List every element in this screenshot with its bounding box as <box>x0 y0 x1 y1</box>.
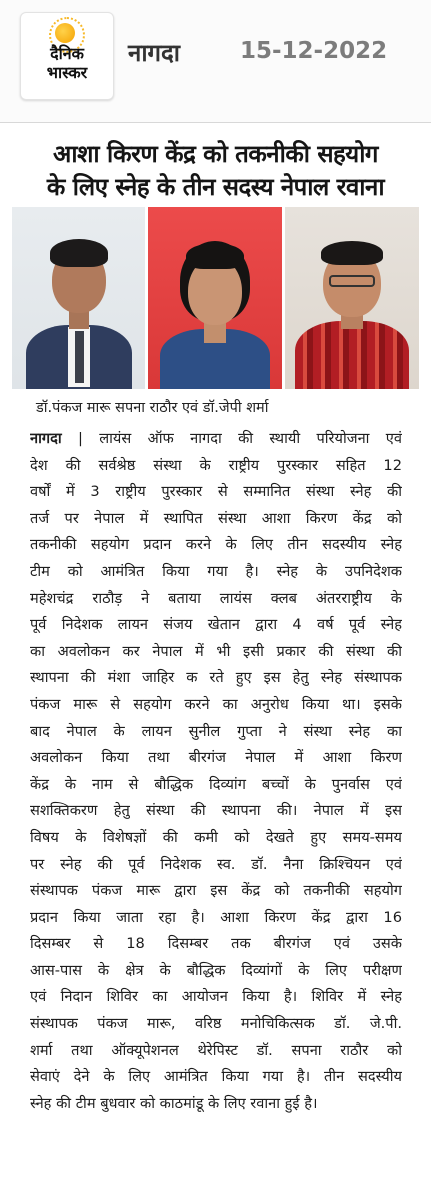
article-line: शर्मा तथा ऑक्यूपेशनल थेरेपिस्ट डॉ. सपना राठौर को <box>30 1041 402 1059</box>
glasses-icon <box>329 275 375 287</box>
article-line: स्थापना की मंशा जाहिर क रते हुए इस हेतु स्नेह संस्थापक <box>30 669 402 687</box>
edition-city: नागदा <box>128 39 181 67</box>
sun-logo-icon <box>55 23 75 43</box>
article-dateline: नागदा <box>30 430 62 447</box>
article-line: टीम को आमंत्रित किया गया है। स्नेह के उपनिदेशक <box>30 562 402 580</box>
article-line: विषय के विशेषज्ञों की कमी को देखते हुए समय-समय <box>30 828 402 846</box>
photo-caption: डॉ.पंकज मारू सपना राठौर एवं डॉ.जेपी शर्मा <box>36 400 269 416</box>
article-line: बाद नेपाल के लायन सुनील गुप्ता ने संस्था स्नेह का <box>30 722 402 740</box>
edition-date: 15-12-2022 <box>240 38 388 64</box>
photo-man-suit <box>12 207 145 389</box>
article-line: पूर्व निदेशक लायन संजय खेतान द्वारा 4 वर्ष पूर्व स्नेह <box>30 616 402 634</box>
article-line: पंकज मारू से सहयोग करने का अनुरोध किया था। इसके <box>30 695 402 713</box>
article-line: केंद्र के नाम से बौद्धिक दिव्यांग बच्चों के पुनर्वास एवं <box>30 775 402 793</box>
headline-line-1: आशा किरण केंद्र को तकनीकी सहयोग <box>53 139 378 168</box>
article-line: तर्ज पर नेपाल में स्थापित संस्था आशा किरण केंद्र को <box>30 509 402 527</box>
article-line: महेशचंद्र राठौड़ ने बताया लायंस क्लब अंतरराष्ट्रीय के <box>30 589 402 607</box>
article-line: पर स्नेह की पूर्व निदेशक स्व. डॉ. नैना क्रिश्चियन एवं <box>30 855 402 873</box>
article-line: सेवाएं देने के लिए आमंत्रित किया गया है। तीन सदस्यीय <box>30 1068 402 1086</box>
article-line: वर्षों में 3 राष्ट्रीय पुरस्कार से सम्मानित संस्था स्नेह की <box>30 483 402 501</box>
photo-woman-red-background <box>148 207 282 389</box>
photo-strip <box>12 207 419 389</box>
article-line: देश की सर्वश्रेष्ठ संस्था के राष्ट्रीय पुरस्कार सहित 12 <box>30 456 402 474</box>
article-line: नागदा | लायंस ऑफ नागदा की स्थायी परियोजना एवं <box>30 430 402 447</box>
article-body <box>30 426 402 1117</box>
logo-text-line1: दैनिक <box>50 44 84 63</box>
article-line: संस्थापक पंकज मारू, वरिष्ठ मनोचिकित्सक डॉ. जे.पी. <box>30 1015 402 1033</box>
dainik-bhaskar-logo[interactable] <box>20 12 114 100</box>
article-line: आस-पास के क्षेत्र के बौद्धिक दिव्यांगों के लिए परीक्षण <box>30 961 402 979</box>
article-line: संस्थापक पंकज मारू द्वारा इस केंद्र को तकनीकी सहयोग <box>30 882 402 900</box>
article-line: का अवलोकन कर नेपाल में भी इसी प्रकार की संस्था की <box>30 642 402 660</box>
article-line: अवलोकन किया तथा बीरगंज नेपाल में आशा किरण <box>30 749 402 767</box>
article-line: सशक्तिकरण हेतु संस्था की स्थापना की। नेपाल में इस <box>30 802 402 820</box>
logo-text-line2: भास्कर <box>46 63 88 82</box>
article-line: तकनीकी सहयोग प्रदान करने के लिए तीन सदस्यीय स्नेह <box>30 536 402 554</box>
article-line: दिसम्बर से 18 दिसम्बर तक बीरगंज एवं उसके <box>30 935 402 953</box>
article-line: एवं निदान शिविर का आयोजन किया है। शिविर में स्नेह <box>30 988 402 1006</box>
source-header <box>0 0 431 123</box>
article-line: प्रदान किया जाता रहा है। आशा किरण केंद्र द्वारा 16 <box>30 908 402 926</box>
photo-man-glasses <box>285 207 419 389</box>
article-line: स्नेह की टीम बुधवार को काठमांडू के लिए रवाना हुई है। <box>30 1094 318 1112</box>
headline-line-2: के लिए स्नेह के तीन सदस्य नेपाल रवाना <box>46 172 385 201</box>
news-headline <box>8 137 423 203</box>
